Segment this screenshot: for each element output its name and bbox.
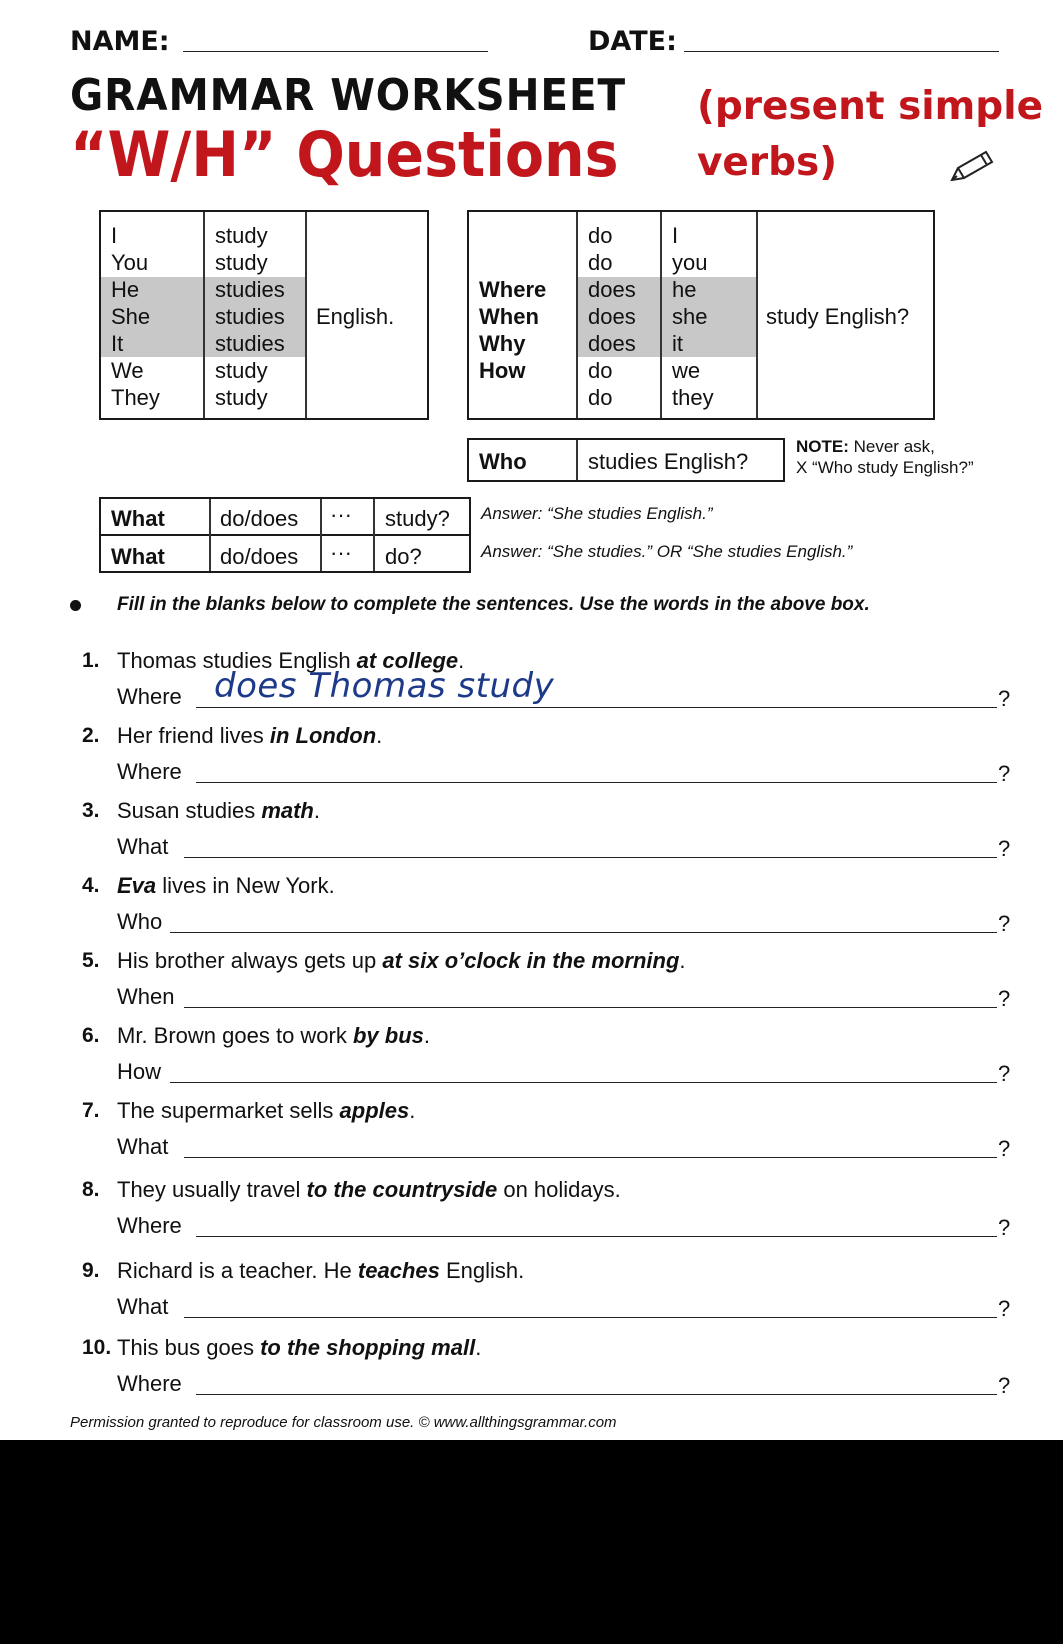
question-sentence [117,1258,524,1284]
sentence-text: . [376,723,383,748]
answer-blank[interactable] [196,781,997,783]
worksheet-topic: “W/H” Questions [70,118,619,191]
answer-blank[interactable] [170,931,997,933]
subject-cell-right: you [672,250,708,275]
verb-cell: study [215,358,268,383]
sentence-emphasis: at six o’clock in the morning [382,948,680,973]
question-mark: ? [998,1061,1011,1086]
sentence-text: . [475,1335,482,1360]
sentence-text: on holidays. [497,1177,621,1202]
sentence-text: The supermarket sells [117,1098,340,1123]
sentence-text: lives in New York. [156,873,335,898]
who-word: Who [479,449,527,474]
date-blank[interactable] [684,50,999,52]
question-number: 6. [82,1024,100,1047]
subject-cell: It [111,331,124,356]
worksheet-title: GRAMMAR WORKSHEET [70,70,627,121]
verb-cell: study [215,385,268,410]
what-word-cell: What [111,544,165,569]
name-label: NAME: [70,26,170,57]
question-prompt: How [117,1059,162,1084]
question-number: 9. [82,1259,100,1282]
sentence-emphasis: to the countryside [306,1177,498,1202]
answer-blank[interactable] [196,706,997,708]
instruction-text: Fill in the blanks below to complete the sentences. Use the words in the above box. [117,594,870,615]
answer-example: Answer: “She studies.” OR “She studies English.” [481,542,853,561]
subject-cell: You [111,250,149,275]
sentence-text: . [409,1098,416,1123]
question-mark: ? [998,1296,1011,1321]
verb-cell: study? [385,506,450,531]
ellipsis-cell: ··· [330,540,352,565]
question-mark: ? [998,986,1011,1011]
note-label: NOTE: [796,437,849,456]
answer-blank[interactable] [170,1081,997,1083]
subject-cell: She [111,304,151,329]
question-prompt: Where [117,684,182,709]
subject-cell: He [111,277,140,302]
wh-word-cell: When [479,304,539,329]
question-prompt: What [117,1134,169,1159]
date-label: DATE: [588,26,677,57]
question-sentence [117,873,335,899]
question-number: 8. [82,1178,100,1201]
answer-blank[interactable] [184,856,997,858]
subtitle-line1: (present simple [697,84,1044,129]
ellipsis-cell: ··· [330,502,352,527]
subject-cell-right: it [672,331,683,356]
subject-cell-right: he [672,277,697,302]
verb-cell: studies [215,277,285,302]
handwritten-answer: does Thomas study [214,666,555,706]
question-mark: ? [998,761,1011,786]
name-blank[interactable] [183,50,488,52]
note [796,436,935,458]
verb-cell: do? [385,544,422,569]
auxiliary-cell: do [588,385,613,410]
answer-blank[interactable] [196,1235,997,1237]
object-english: English. [316,304,395,329]
question-sentence [117,1335,481,1361]
subject-cell-right: they [672,385,714,410]
answer-blank[interactable] [184,1156,997,1158]
question-prompt: When [117,984,175,1009]
question-sentence [117,798,320,824]
question-prompt: What [117,834,169,859]
note-text: Never ask, [853,437,935,456]
answer-blank[interactable] [184,1316,997,1318]
sentence-emphasis: apples [339,1098,410,1123]
question-mark: ? [998,1136,1011,1161]
wh-word-cell: Why [479,331,526,356]
subtitle-line2: verbs) [697,140,838,185]
question-number: 2. [82,724,100,747]
verb-cell: study [215,250,268,275]
subject-cell-right: I [672,223,679,248]
study-english-ending: study English? [766,304,910,329]
auxiliary-cell: does [588,331,636,356]
question-mark: ? [998,1215,1011,1240]
question-sentence [117,1177,621,1203]
sentence-emphasis: in London [269,723,377,748]
do-does-cell: do/does [220,544,299,569]
sentence-text: His brother always gets up [117,948,383,973]
verb-cell: studies [215,304,285,329]
question-number: 10. [82,1336,112,1359]
question-number: 5. [82,949,100,972]
wh-word-cell: How [479,358,526,383]
wh-word-cell: Where [479,277,547,302]
sentence-text: This bus goes [117,1335,261,1360]
question-sentence [117,1023,430,1049]
copyright-footer: Permission granted to reproduce for classroom use. © www.allthingsgrammar.com [70,1414,617,1431]
what-word-cell: What [111,506,165,531]
sentence-text: English. [439,1258,525,1283]
subject-cell-right: we [672,358,701,383]
sentence-emphasis: at college [356,648,459,673]
auxiliary-cell: does [588,304,636,329]
verb-cell: study [215,223,268,248]
question-number: 4. [82,874,100,897]
sentence-emphasis: Eva [117,873,157,898]
sentence-text: They usually travel [117,1177,307,1202]
sentence-emphasis: by bus [352,1023,424,1048]
sentence-text: Susan studies [117,798,262,823]
question-prompt: Where [117,1371,182,1396]
answer-blank[interactable] [196,1393,997,1395]
subject-cell: We [111,358,144,383]
question-mark: ? [998,1373,1011,1398]
auxiliary-cell: do [588,250,613,275]
note-example: X “Who study English?” [796,458,974,477]
question-sentence [117,948,686,974]
pencil-icon [948,146,998,186]
verb-cell: studies [215,331,285,356]
sentence-text: Her friend lives [117,723,270,748]
bullet-icon [70,600,81,611]
auxiliary-cell: do [588,358,613,383]
sentence-emphasis: to the shopping mall [260,1335,476,1360]
question-prompt: Where [117,759,182,784]
question-prompt: Who [117,909,163,934]
subject-cell: They [111,385,160,410]
question-mark: ? [998,836,1011,861]
question-mark: ? [998,686,1011,711]
sentence-text: Mr. Brown goes to work [117,1023,353,1048]
auxiliary-cell: does [588,277,636,302]
sentence-emphasis: teaches [357,1258,440,1283]
sentence-text: Richard is a teacher. He [117,1258,358,1283]
answer-example: Answer: “She studies English.” [481,504,713,523]
question-sentence [117,1098,415,1124]
subject-cell-right: she [672,304,708,329]
auxiliary-cell: do [588,223,613,248]
answer-blank[interactable] [184,1006,997,1008]
question-number: 1. [82,649,100,672]
sentence-text: . [679,948,686,973]
question-number: 3. [82,799,100,822]
sentence-text: Thomas studies English [117,648,357,673]
question-number: 7. [82,1099,100,1122]
question-sentence [117,723,382,749]
sentence-text: . [313,798,320,823]
sentence-emphasis: math [261,798,314,823]
sentence-text: . [458,648,465,673]
sentence-text: . [423,1023,431,1048]
question-mark: ? [998,911,1011,936]
subject-cell: I [111,223,118,248]
question-prompt: What [117,1294,169,1319]
who-phrase: studies English? [588,449,749,474]
do-does-cell: do/does [220,506,299,531]
question-prompt: Where [117,1213,182,1238]
